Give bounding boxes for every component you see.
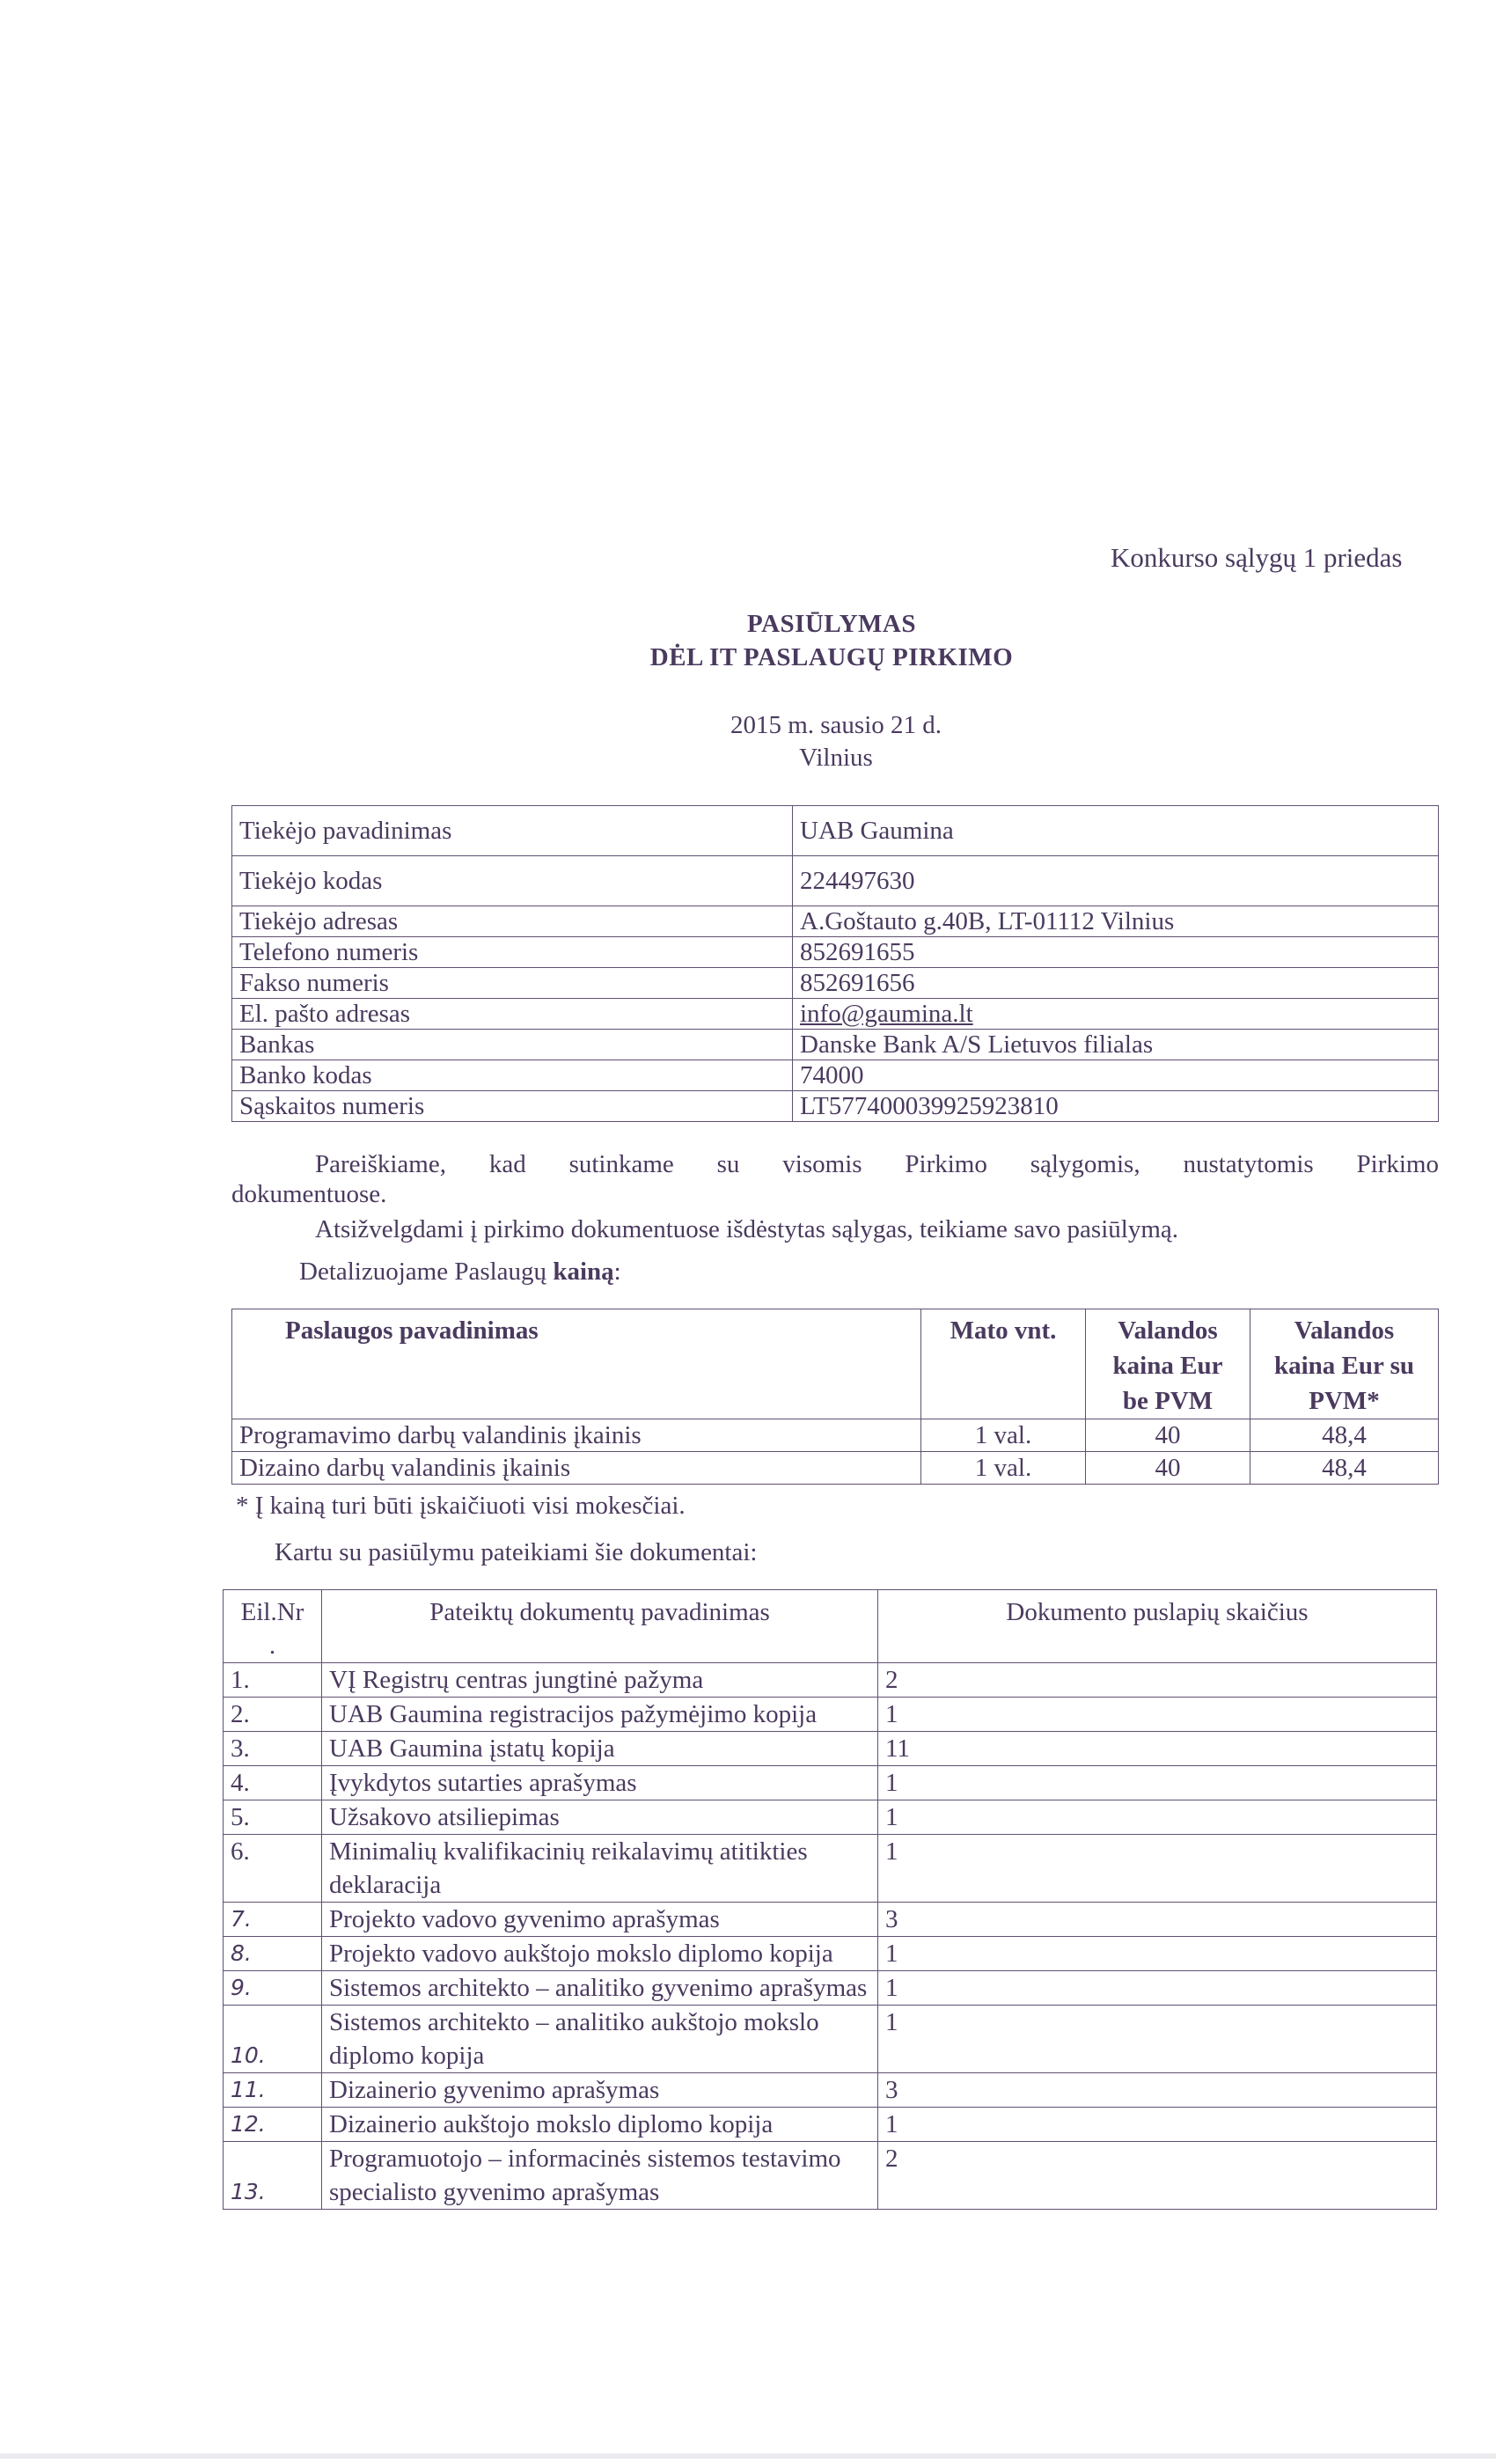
service-name: Dizaino darbų valandinis įkainis	[232, 1452, 921, 1485]
supplier-value: A.Goštauto g.40B, LT-01112 Vilnius	[793, 906, 1439, 937]
document-row	[224, 1698, 1437, 1732]
offer-paragraph: Atsižvelgdami į pirkimo dokumentuose išdėstytas sąlygas, teikiame savo pasiūlymą.	[315, 1215, 1179, 1243]
service-gross-price: 48,4	[1250, 1452, 1439, 1485]
statement-paragraph-line-2: dokumentuose.	[231, 1180, 387, 1208]
document-number-handwritten: 11.	[224, 2073, 322, 2108]
price-intro-text: Detalizuojame Paslaugų	[299, 1258, 554, 1286]
service-unit: 1 val.	[921, 1452, 1086, 1485]
header-net-price-line: kaina Eur	[1112, 1352, 1223, 1380]
supplier-label: Telefono numeris	[232, 937, 793, 968]
document-name: Minimalių kvalifikacinių reikalavimų atitikties deklaracija	[322, 1835, 878, 1903]
document-row	[224, 1732, 1437, 1766]
supplier-info-table	[231, 805, 1439, 1122]
document-number: 5.	[224, 1800, 322, 1835]
supplier-row	[232, 806, 1439, 856]
statement-paragraph-line-1: Pareiškiame, kad sutinkame su visomis Pirkimo sąlygomis, nustatytomis Pirkimo	[315, 1150, 1439, 1178]
document-number: 3.	[224, 1732, 322, 1766]
document-number: 2.	[224, 1698, 322, 1732]
price-table-header	[232, 1309, 1439, 1419]
document-row	[224, 2142, 1437, 2210]
document-number-handwritten: 10.	[224, 2006, 322, 2073]
price-table	[231, 1309, 1439, 1485]
document-number-handwritten: 13.	[224, 2142, 322, 2210]
supplier-row	[232, 937, 1439, 968]
document-pages: 3	[878, 2073, 1437, 2108]
supplier-value: 852691655	[793, 937, 1439, 968]
header-document-name: Pateiktų dokumentų pavadinimas	[322, 1590, 878, 1663]
header-row-number-line: .	[268, 1632, 276, 1660]
document-row	[224, 1663, 1437, 1698]
supplier-row	[232, 906, 1439, 937]
service-name: Programavimo darbų valandinis įkainis	[232, 1419, 921, 1452]
document-row	[224, 2108, 1437, 2142]
document-pages: 1	[878, 1835, 1437, 1903]
header-service-name: Paslaugos pavadinimas	[232, 1309, 921, 1419]
document-pages: 1	[878, 1766, 1437, 1800]
document-number-handwritten: 8.	[224, 1937, 322, 1971]
price-row	[232, 1452, 1439, 1485]
scan-edge	[0, 2453, 1496, 2459]
header-page-count: Dokumento puslapių skaičius	[878, 1590, 1437, 1663]
document-row	[224, 1800, 1437, 1835]
price-intro-bold: kainą	[553, 1258, 614, 1286]
document-name: Projekto vadovo aukštojo mokslo diplomo kopija	[322, 1937, 878, 1971]
document-number-handwritten: 9.	[224, 1971, 322, 2006]
supplier-label: Tiekėjo kodas	[232, 856, 793, 906]
header-net-price-line: be PVM	[1122, 1387, 1214, 1415]
document-pages: 1	[878, 2108, 1437, 2142]
document-title-line-1: PASIŪLYMAS	[747, 610, 916, 638]
document-row	[224, 2073, 1437, 2108]
annex-note: Konkurso sąlygų 1 priedas	[1111, 542, 1403, 573]
price-intro	[299, 1257, 621, 1287]
header-row-number	[224, 1590, 322, 1663]
documents-table	[223, 1589, 1437, 2210]
supplier-label: Tiekėjo pavadinimas	[232, 806, 793, 856]
document-pages: 2	[878, 2142, 1437, 2210]
supplier-row	[232, 968, 1439, 999]
service-unit: 1 val.	[921, 1419, 1086, 1452]
document-pages: 11	[878, 1732, 1437, 1766]
supplier-label: Tiekėjo adresas	[232, 906, 793, 937]
document-name: Projekto vadovo gyvenimo aprašymas	[322, 1903, 878, 1937]
documents-intro: Kartu su pasiūlymu pateikiami šie dokumentai:	[275, 1538, 758, 1566]
header-unit: Mato vnt.	[921, 1309, 1086, 1419]
document-date: 2015 m. sausio 21 d.	[730, 711, 942, 739]
supplier-value: 224497630	[793, 856, 1439, 906]
document-pages: 1	[878, 2006, 1437, 2073]
header-gross-price-line: PVM*	[1309, 1387, 1380, 1415]
document-row	[224, 1903, 1437, 1937]
documents-table-header	[224, 1590, 1437, 1663]
document-city: Vilnius	[799, 744, 873, 772]
document-pages: 1	[878, 1800, 1437, 1835]
document-number-handwritten: 7.	[224, 1903, 322, 1937]
supplier-row	[232, 1091, 1439, 1122]
header-gross-price-line: Valandos	[1294, 1316, 1395, 1345]
service-gross-price: 48,4	[1250, 1419, 1439, 1452]
service-net-price: 40	[1086, 1419, 1250, 1452]
supplier-row	[232, 856, 1439, 906]
header-net-price-line: Valandos	[1118, 1316, 1218, 1345]
document-name: Sistemos architekto – analitiko gyvenimo aprašymas	[322, 1971, 878, 2006]
supplier-value: LT577400039925923810	[793, 1091, 1439, 1122]
document-name: UAB Gaumina registracijos pažymėjimo kopija	[322, 1698, 878, 1732]
header-row-number-line: Eil.Nr	[240, 1598, 304, 1626]
document-name: UAB Gaumina įstatų kopija	[322, 1732, 878, 1766]
header-gross-price-line: kaina Eur su	[1273, 1352, 1415, 1380]
price-footnote: * Į kainą turi būti įskaičiuoti visi mokesčiai.	[236, 1492, 686, 1520]
price-intro-colon: :	[613, 1258, 621, 1286]
supplier-value: 852691656	[793, 968, 1439, 999]
supplier-value: UAB Gaumina	[793, 806, 1439, 856]
document-name: Dizainerio aukštojo mokslo diplomo kopija	[322, 2108, 878, 2142]
supplier-value: Danske Bank A/S Lietuvos filialas	[793, 1030, 1439, 1060]
supplier-label: Sąskaitos numeris	[232, 1091, 793, 1122]
document-pages: 3	[878, 1903, 1437, 1937]
document-name: VĮ Registrų centras jungtinė pažyma	[322, 1663, 878, 1698]
document-number: 6.	[224, 1835, 322, 1903]
document-row	[224, 1971, 1437, 2006]
document-name: Užsakovo atsiliepimas	[322, 1800, 878, 1835]
document-number-handwritten: 12.	[224, 2108, 322, 2142]
document-row	[224, 1937, 1437, 1971]
document-number: 1.	[224, 1663, 322, 1698]
document-pages: 1	[878, 1937, 1437, 1971]
supplier-label: Banko kodas	[232, 1060, 793, 1091]
document-name: Programuotojo – informacinės sistemos testavimo specialisto gyvenimo aprašymas	[322, 2142, 878, 2210]
supplier-label: Bankas	[232, 1030, 793, 1060]
service-net-price: 40	[1086, 1452, 1250, 1485]
document-name: Dizainerio gyvenimo aprašymas	[322, 2073, 878, 2108]
document-title-line-2: DĖL IT PASLAUGŲ PIRKIMO	[649, 643, 1014, 671]
document-name: Sistemos architekto – analitiko aukštojo mokslo diplomo kopija	[322, 2006, 878, 2073]
document-row	[224, 2006, 1437, 2073]
document-row	[224, 1766, 1437, 1800]
document-pages: 2	[878, 1663, 1437, 1698]
supplier-value: 74000	[793, 1060, 1439, 1091]
supplier-row	[232, 1030, 1439, 1060]
document-row	[224, 1835, 1437, 1903]
supplier-email-value: info@gaumina.lt	[793, 999, 1439, 1030]
document-pages: 1	[878, 1971, 1437, 2006]
header-gross-price	[1250, 1309, 1439, 1419]
document-pages: 1	[878, 1698, 1437, 1732]
document-name: Įvykdytos sutarties aprašymas	[322, 1766, 878, 1800]
supplier-row	[232, 999, 1439, 1030]
supplier-label: Fakso numeris	[232, 968, 793, 999]
supplier-label: El. pašto adresas	[232, 999, 793, 1030]
price-row	[232, 1419, 1439, 1452]
supplier-row	[232, 1060, 1439, 1091]
document-number: 4.	[224, 1766, 322, 1800]
header-net-price	[1086, 1309, 1250, 1419]
